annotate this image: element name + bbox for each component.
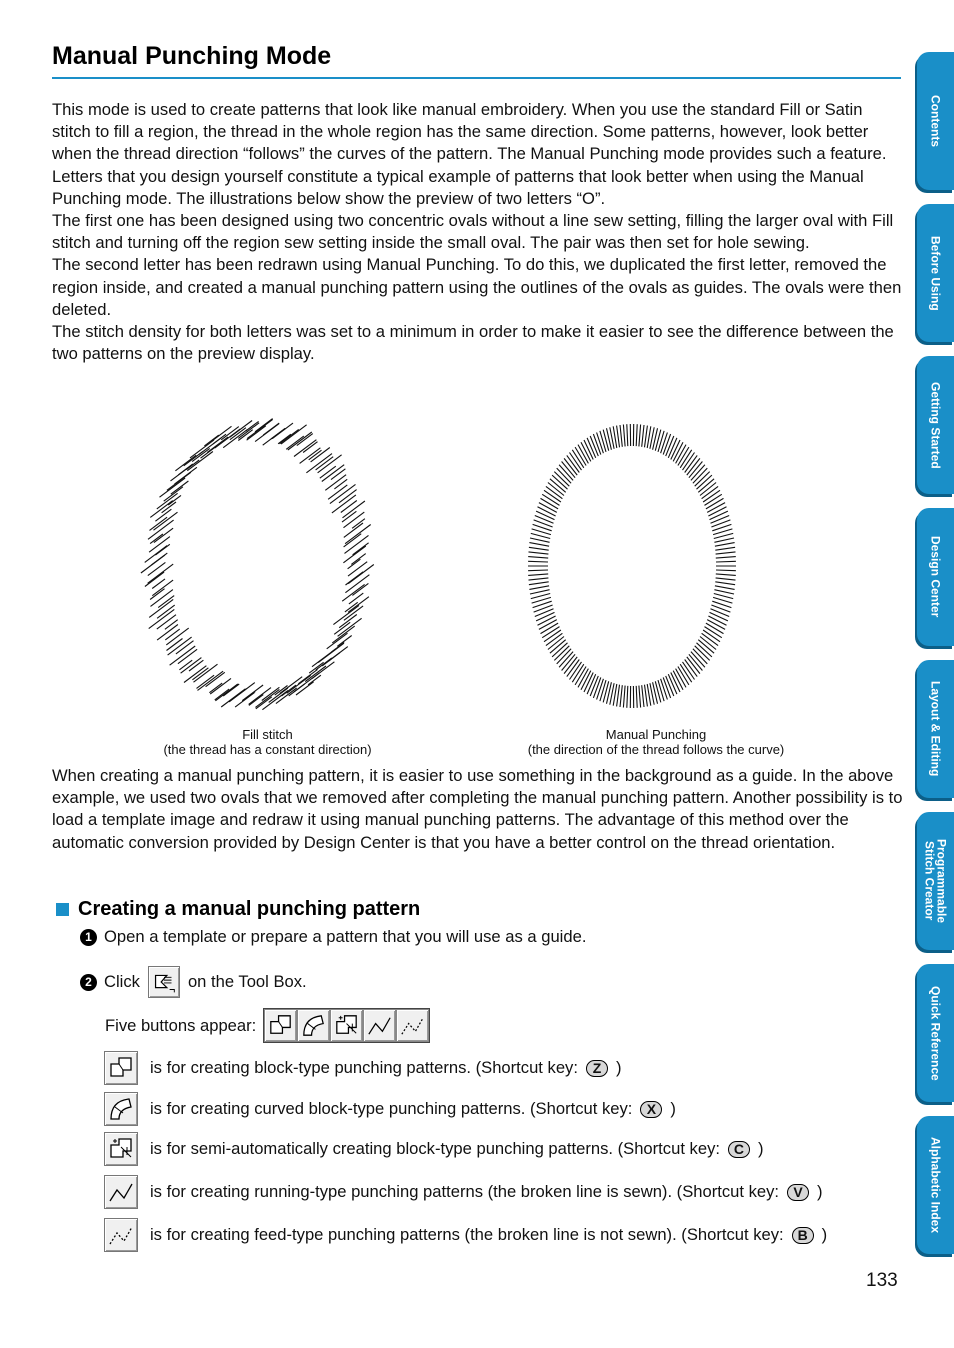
intro-paragraph: The first one has been designed using two concentric ovals without a line sew setting, filling the larger oval with Fill stitch and turning off the region sew setting inside the small oval. The pair was then set for hole sewing. xyxy=(52,211,894,253)
side-tab-layout-editing[interactable] xyxy=(917,660,954,798)
punch-stitch-mark xyxy=(714,590,734,594)
punch-stitch-mark xyxy=(706,623,724,634)
caption-detail: (the thread has a constant direction) xyxy=(163,742,372,757)
button-desc-row xyxy=(104,1092,676,1126)
punch-stitch-mark xyxy=(661,433,668,454)
curved-block-punch-button[interactable] xyxy=(104,1092,138,1126)
step-text: on the Tool Box. xyxy=(187,972,307,991)
fill-stitch-mark xyxy=(230,428,246,440)
side-tab-getting-started[interactable] xyxy=(917,356,954,494)
punch-stitch-mark xyxy=(530,590,550,594)
fill-stitch-mark xyxy=(212,426,231,440)
fill-stitch-mark xyxy=(207,437,228,453)
five-buttons-label: Five buttons appear: xyxy=(105,1015,257,1035)
step-2 xyxy=(80,966,307,998)
curved-block-punch-button[interactable] xyxy=(297,1009,330,1042)
fill-stitch-mark xyxy=(145,546,167,563)
fill-stitch-mark xyxy=(338,618,362,636)
punch-stitch-mark xyxy=(620,425,622,447)
punch-stitch-mark xyxy=(617,426,620,448)
manual-punch-tool-icon xyxy=(149,967,179,997)
punch-stitch-mark xyxy=(710,612,728,621)
intro-paragraph: Letters that you design yourself constitute a typical example of patterns that look better when using the Manual Punching mode. The illustrations below show the preview of two letters “O”. xyxy=(52,166,864,208)
fill-stitch-mark xyxy=(353,543,369,555)
semi-auto-punch-icon xyxy=(331,1010,362,1041)
semi-auto-punch-button[interactable] xyxy=(104,1132,138,1166)
side-tab-label: Programmable Stitch Creator xyxy=(922,838,949,924)
punch-stitch-mark xyxy=(711,609,730,617)
fill-stitch-mark xyxy=(150,534,163,544)
punch-stitch-mark xyxy=(531,533,550,538)
punch-stitch-mark xyxy=(597,679,604,700)
punch-stitch-mark xyxy=(708,616,726,625)
punch-stitch-mark xyxy=(528,557,548,559)
punch-stitch-mark xyxy=(538,616,556,625)
punch-stitch-mark xyxy=(600,431,606,452)
fill-stitch-mark xyxy=(332,626,354,643)
button-desc-row xyxy=(104,1132,764,1166)
punch-stitch-mark xyxy=(711,516,730,524)
running-punch-button[interactable] xyxy=(363,1009,396,1042)
fill-stitch-mark xyxy=(306,454,332,473)
step-number: 1 xyxy=(80,929,97,946)
button-desc-row xyxy=(104,1218,827,1252)
shortcut-key: X xyxy=(640,1101,662,1118)
block-punch-icon xyxy=(105,1052,137,1084)
curved-block-punch-icon xyxy=(298,1010,329,1041)
fill-stitch-mark xyxy=(345,535,369,553)
punch-stitch-mark xyxy=(715,543,735,547)
block-punch-icon xyxy=(265,1010,296,1041)
fill-stitch-mark xyxy=(341,501,357,513)
side-tab-label: Layout & Editing xyxy=(928,681,943,777)
button-description: is for creating block-type punching patterns. (Shortcut key: xyxy=(150,1058,578,1077)
punch-stitch-mark xyxy=(529,547,549,550)
fill-stitch-mark xyxy=(311,448,330,462)
fill-stitch-mark xyxy=(334,479,347,489)
punch-stitch-mark xyxy=(663,434,670,455)
fill-stitch-mark xyxy=(150,501,172,518)
page-title: Manual Punching Mode xyxy=(52,42,332,70)
punch-stitch-mark xyxy=(623,686,625,708)
punch-stitch-mark xyxy=(639,686,641,708)
fill-stitch-caption xyxy=(130,727,405,757)
punch-stitch-mark xyxy=(714,533,733,538)
punch-stitch-mark xyxy=(538,507,556,516)
feed-punch-icon xyxy=(397,1010,428,1041)
punch-stitch-mark xyxy=(716,557,736,559)
punch-stitch-mark xyxy=(715,547,735,550)
punch-stitch-mark xyxy=(663,677,670,698)
intro-text xyxy=(52,99,904,365)
step-text: Open a template or prepare a pattern that you will use as a guide. xyxy=(104,927,587,946)
punch-stitch-mark xyxy=(661,679,668,700)
shortcut-key: B xyxy=(792,1227,814,1244)
closing-paren: ) xyxy=(615,1058,622,1077)
punch-stitch-mark xyxy=(636,424,637,446)
fill-stitch-mark xyxy=(330,484,356,503)
punch-stitch-mark xyxy=(593,434,600,455)
step-text: Click xyxy=(104,972,140,991)
running-punch-button[interactable] xyxy=(104,1175,138,1209)
fill-stitch-mark xyxy=(339,615,357,628)
fill-stitch-mark xyxy=(151,590,173,607)
punch-stitch-mark xyxy=(539,503,557,513)
fill-stitch-mark xyxy=(154,528,173,542)
feed-punch-icon xyxy=(105,1219,137,1251)
step-number: 2 xyxy=(80,974,97,991)
punch-stitch-mark xyxy=(535,609,554,617)
punch-stitch-mark xyxy=(658,431,664,452)
punch-stitch-mark xyxy=(642,685,644,707)
punch-stitch-mark xyxy=(716,578,736,580)
closing-paren: ) xyxy=(817,1182,823,1201)
button-desc-row xyxy=(104,1175,823,1209)
feed-punch-button[interactable] xyxy=(104,1218,138,1252)
fill-stitch-mark xyxy=(215,689,229,700)
five-buttons-row xyxy=(105,1008,430,1043)
fill-stitch-mark xyxy=(348,559,361,569)
fill-stitch-mark xyxy=(167,639,183,651)
fill-stitch-mark xyxy=(346,572,364,585)
punch-stitch-mark xyxy=(541,498,559,509)
punch-stitch-mark xyxy=(536,511,554,519)
punch-stitch-mark xyxy=(529,552,549,554)
block-punch-button[interactable] xyxy=(264,1009,297,1042)
punch-stitch-mark xyxy=(710,511,728,519)
punch-stitch-mark xyxy=(716,552,736,554)
button-description: is for creating curved block-type punching patterns. (Shortcut key: xyxy=(150,1099,633,1118)
punch-stitch-mark xyxy=(541,623,559,634)
fill-stitch-mark xyxy=(175,455,196,471)
side-tab-programmable-stitch-creator[interactable] xyxy=(917,812,954,950)
fill-stitch-mark xyxy=(262,691,288,710)
fill-stitch-mark xyxy=(158,596,174,608)
fill-stitch-mark xyxy=(154,512,178,530)
punch-stitch-mark xyxy=(620,685,622,707)
punch-stitch-mark xyxy=(623,425,625,447)
punch-stitch-mark xyxy=(597,433,604,454)
fill-stitch-mark xyxy=(223,684,239,696)
fill-stitch-mark xyxy=(157,493,178,509)
fill-stitch-mark xyxy=(168,637,192,655)
punch-stitch-mark xyxy=(716,570,736,571)
punch-stitch-mark xyxy=(600,680,606,701)
intro-paragraph: The second letter has been redrawn using Manual Punching. To do this, we duplicated the first letter, removed the region inside, and created a manual punching pattern using the outlines of the ovals as guides. The ovals were then deleted. xyxy=(52,255,902,319)
section-heading xyxy=(56,898,420,921)
fill-stitch-mark xyxy=(303,442,317,453)
fill-stitch-mark xyxy=(164,487,183,501)
punch-stitch-mark xyxy=(617,685,620,707)
punch-stitch-mark xyxy=(714,538,734,542)
fill-stitch-mark xyxy=(204,435,218,446)
side-tab-contents[interactable] xyxy=(917,52,954,190)
fill-stitch-figure xyxy=(140,418,380,718)
punch-stitch-mark xyxy=(535,516,554,524)
caption-title: Manual Punching xyxy=(605,727,707,742)
punch-stitch-mark xyxy=(707,620,725,630)
side-tab-label: Getting Started xyxy=(928,381,943,469)
section-bullet-icon xyxy=(56,903,69,916)
punch-stitch-mark xyxy=(528,570,548,571)
punch-stitch-mark xyxy=(536,612,554,621)
semi-auto-punch-icon xyxy=(105,1133,137,1165)
punch-stitch-mark xyxy=(627,686,628,708)
punch-stitch-mark xyxy=(627,424,628,446)
fill-stitch-mark xyxy=(333,605,359,624)
intro-paragraph: This mode is used to create patterns that look like manual embroidery. When you use the standard Fill or Satin stitch to fill a region, the thread in the whole region has the same direction. Some patterns, however, look better when the thread direction “follows” the curves of the pattern. The Manual Punching mode provides such a feature. xyxy=(52,100,887,164)
fill-stitch-mark xyxy=(190,440,214,458)
button-description: is for semi-automatically creating block-type punching patterns. (Shortcut key: xyxy=(150,1139,720,1158)
button-description: is for creating feed-type punching patterns (the broken line is not sewn). (Shortcut key: xyxy=(150,1225,784,1244)
fill-stitch-mark xyxy=(187,452,213,471)
block-punch-button[interactable] xyxy=(104,1051,138,1085)
title-rule xyxy=(52,77,901,79)
side-tab-design-center[interactable] xyxy=(917,508,954,646)
punch-stitch-mark xyxy=(539,620,557,630)
fill-stitch-mark xyxy=(152,580,173,596)
punch-stitch-mark xyxy=(531,594,550,599)
guide-paragraph: When creating a manual punching pattern, it is easier to use something in the background as a guide. In the above example, we used two ovals that we removed after completing the manual punching pattern. Another possibility is to load a template image and redraw it using manual punching patterns. The advantage of this method over the automatic conversion provided by Design Center is that you have a better control on the thread orientation. xyxy=(52,766,903,852)
caption-detail: (the direction of the thread follows the curve) xyxy=(527,742,785,757)
side-tab-label: Before Using xyxy=(928,235,943,311)
punch-stitch-mark xyxy=(714,594,733,599)
side-tab-label: Quick Reference xyxy=(928,985,943,1081)
step-1 xyxy=(80,927,586,947)
side-tab-alphabetic-index[interactable] xyxy=(917,1116,954,1254)
running-punch-icon xyxy=(364,1010,395,1041)
fill-stitch-mark xyxy=(348,562,367,576)
punch-stitch-mark xyxy=(528,574,548,576)
punch-stitch-mark xyxy=(716,561,736,562)
side-tab-quick-reference[interactable] xyxy=(917,964,954,1102)
fill-stitch-mark xyxy=(287,675,311,693)
punch-stitch-mark xyxy=(636,686,637,708)
punch-button-group xyxy=(263,1008,430,1043)
side-tab-label: Alphabetic Index xyxy=(928,1136,943,1234)
punch-stitch-mark xyxy=(529,586,549,590)
punch-stitch-mark xyxy=(593,677,600,698)
closing-paren: ) xyxy=(757,1139,764,1158)
button-desc-row xyxy=(104,1051,622,1085)
punch-stitch-mark xyxy=(645,685,648,707)
closing-paren: ) xyxy=(670,1099,676,1118)
manual-punching-figure xyxy=(520,418,760,718)
section-title: Creating a manual punching pattern xyxy=(78,898,421,920)
punch-stitch-mark xyxy=(715,582,735,585)
manual-punch-tool-button[interactable] xyxy=(148,966,180,998)
fill-stitch-mark xyxy=(145,572,164,586)
punch-stitch-mark xyxy=(529,543,549,547)
intro-paragraph: The stitch density for both letters was set to a minimum in order to make it easier to see the difference between the two patterns on the preview display. xyxy=(52,322,894,364)
punch-stitch-mark xyxy=(716,574,736,576)
fill-stitch-mark xyxy=(165,629,179,640)
shortcut-key: C xyxy=(728,1141,750,1158)
punch-stitch-mark xyxy=(530,538,550,542)
caption-title: Fill stitch xyxy=(242,727,293,742)
punch-stitch-mark xyxy=(529,578,549,580)
curved-block-punch-icon xyxy=(105,1093,137,1125)
shortcut-key: V xyxy=(787,1184,809,1201)
page-number: 133 xyxy=(866,1270,898,1291)
fill-stitch-mark xyxy=(318,455,342,473)
fill-stitch-mark xyxy=(148,564,174,583)
side-tab-label: Design Center xyxy=(928,536,943,618)
side-tab-label: Contents xyxy=(928,95,943,147)
semi-auto-punch-button[interactable] xyxy=(330,1009,363,1042)
punch-stitch-mark xyxy=(639,425,641,447)
punch-stitch-mark xyxy=(528,561,548,562)
side-tab-before-using[interactable] xyxy=(917,204,954,342)
feed-punch-button[interactable] xyxy=(396,1009,429,1042)
punch-stitch-mark xyxy=(706,498,724,509)
punch-stitch-mark xyxy=(707,503,725,513)
button-description: is for creating running-type punching patterns (the broken line is sewn). (Shortcut key: xyxy=(150,1182,780,1201)
shortcut-key: Z xyxy=(586,1060,608,1077)
manual-punching-caption xyxy=(500,727,812,757)
punch-stitch-mark xyxy=(645,426,648,448)
fill-stitch-mark xyxy=(209,683,222,693)
punch-stitch-mark xyxy=(642,425,644,447)
fill-stitch-mark xyxy=(171,481,189,494)
punch-stitch-mark xyxy=(529,582,549,585)
punch-stitch-mark xyxy=(708,507,726,516)
fill-stitch-mark xyxy=(331,469,345,480)
punch-stitch-mark xyxy=(658,680,664,701)
fill-stitch-mark xyxy=(278,434,291,444)
closing-paren: ) xyxy=(821,1225,828,1244)
running-punch-icon xyxy=(105,1176,137,1208)
fill-stitch-mark xyxy=(343,501,365,518)
fill-stitch-mark xyxy=(343,546,365,563)
punch-stitch-mark xyxy=(715,586,735,590)
